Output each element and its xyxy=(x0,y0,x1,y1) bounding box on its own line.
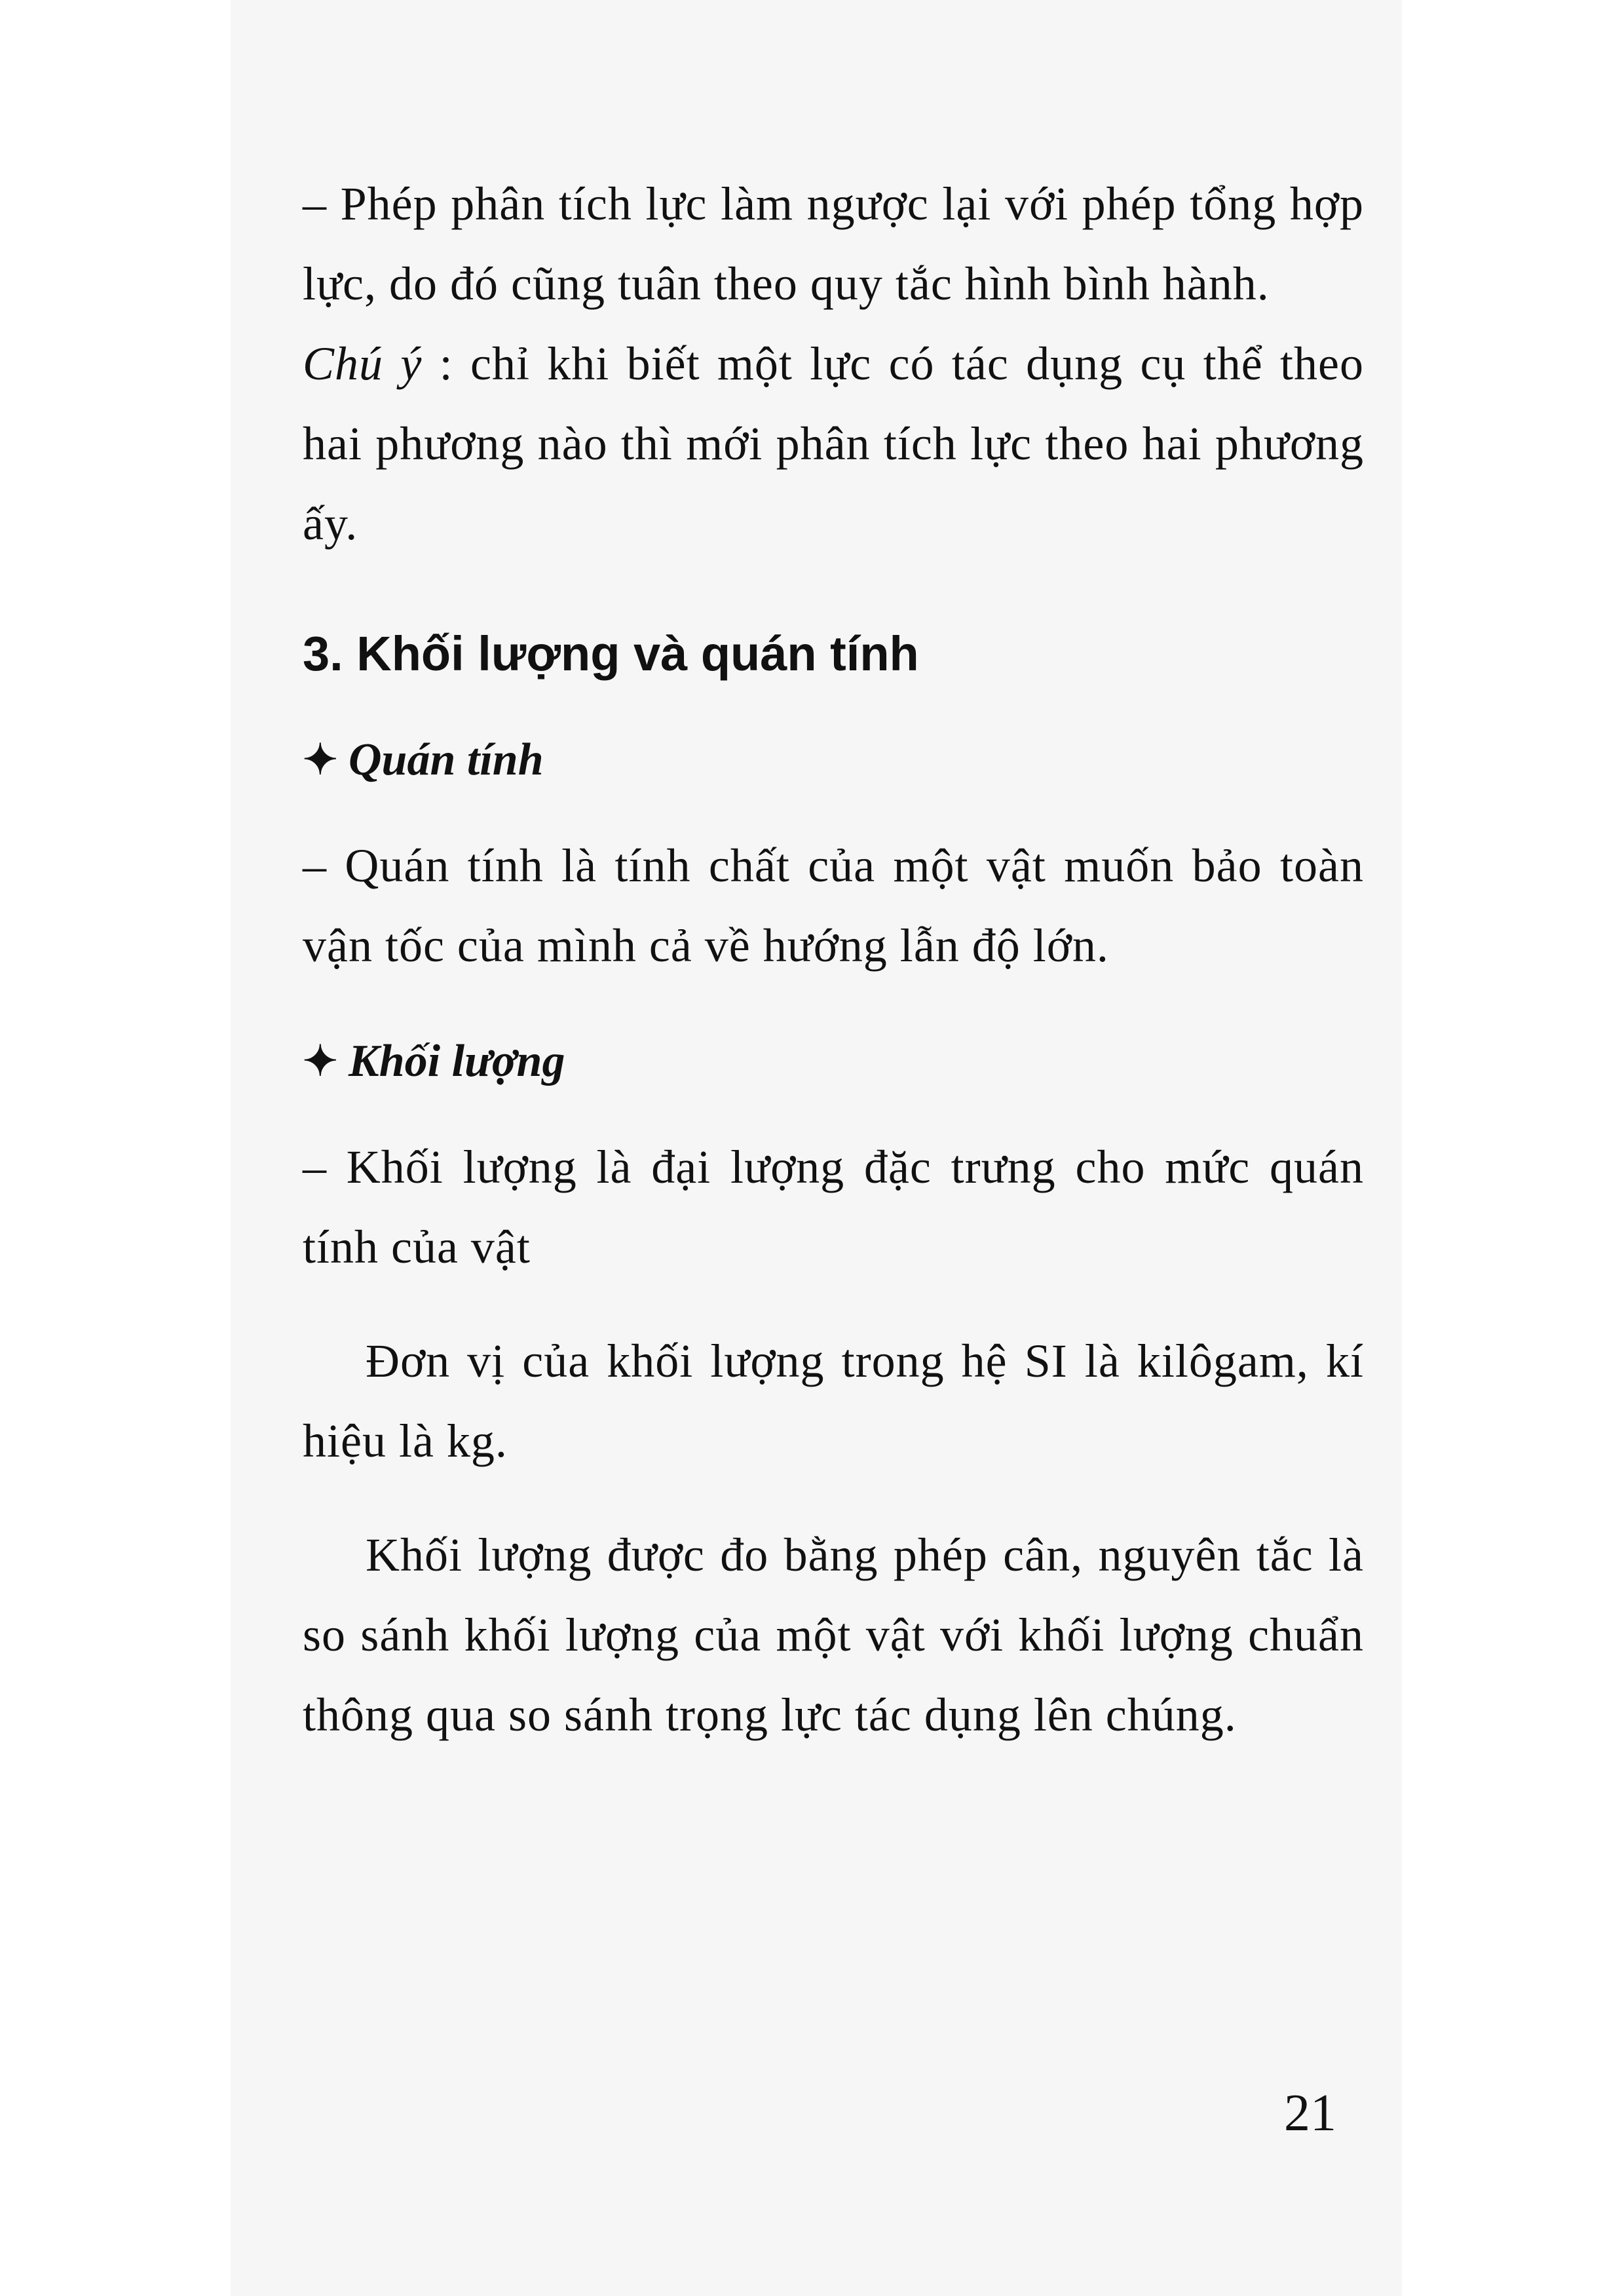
paragraph-mass-unit: Đơn vị của khối lượng trong hệ SI là kilôgam, kí hiệu là kg. xyxy=(303,1335,1364,1467)
page-content xyxy=(303,164,1364,1755)
subheading-mass xyxy=(303,1029,1364,1094)
subheading-mass-title: Khối lượng xyxy=(349,1036,565,1086)
subheading-inertia xyxy=(303,727,1364,793)
section-heading: 3. Khối lượng và quán tính xyxy=(303,626,919,681)
note-label: Chú ý xyxy=(303,337,423,390)
paragraph-force-decomposition: – Phép phân tích lực làm ngược lại với phép tổng hợp lực, do đó cũng tuân theo quy tắc hình bình hành. xyxy=(303,178,1364,310)
subheading-inertia-title: Quán tính xyxy=(349,735,544,785)
note-text: : chỉ khi biết một lực có tác dụng cụ thể theo hai phương nào thì mới phân tích lực theo hai phương ấy. xyxy=(303,337,1365,550)
paragraph-mass-definition: – Khối lượng là đại lượng đặc trưng cho mức quán tính của vật xyxy=(303,1141,1364,1273)
paragraph-note xyxy=(303,324,1364,564)
diamond-bullet-icon: ✦ xyxy=(303,1038,338,1084)
page-number: 21 xyxy=(1284,2084,1336,2142)
paragraph-inertia-definition: – Quán tính là tính chất của một vật muốn bảo toàn vận tốc của mình cả về hướng lẫn độ lớn. xyxy=(303,839,1364,972)
paragraph-mass-measurement: Khối lượng được đo bằng phép cân, nguyên tắc là so sánh khối lượng của một vật với khối lượng chuẩn thông qua so sánh trọng lực tác dụng lên chúng. xyxy=(303,1529,1364,1741)
diamond-bullet-icon: ✦ xyxy=(303,737,338,783)
